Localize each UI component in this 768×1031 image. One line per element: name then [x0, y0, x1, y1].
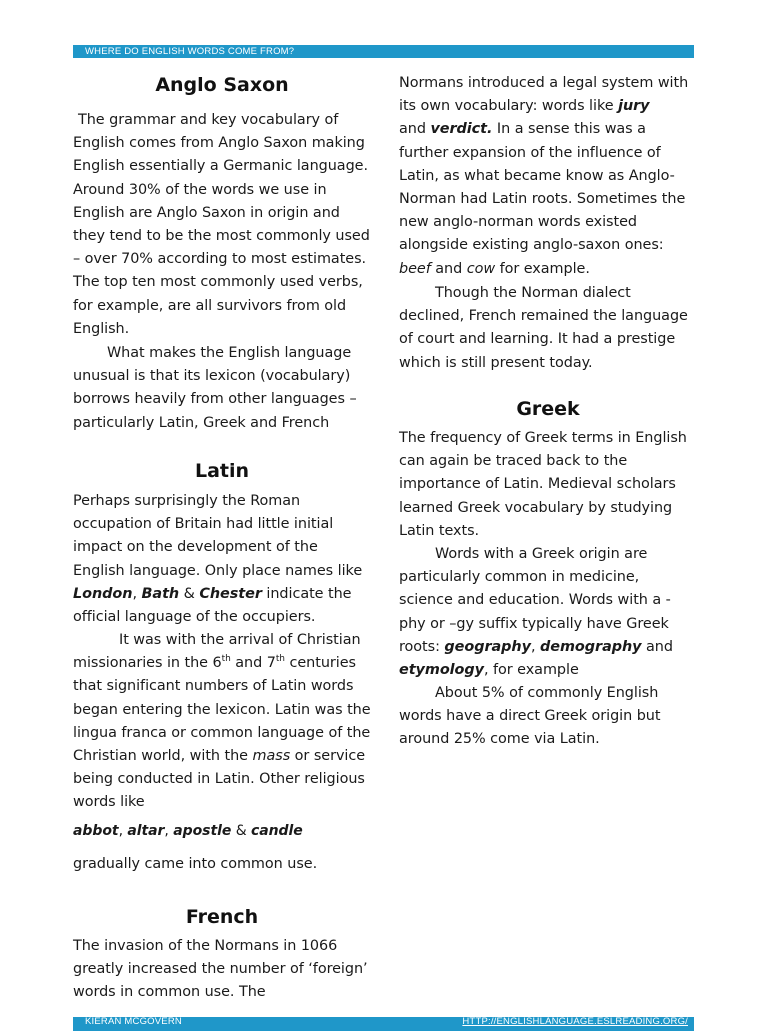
- superscript-th-1: th: [221, 654, 231, 665]
- word-geography: geography: [444, 638, 531, 655]
- heading-greek: Greek: [516, 398, 580, 420]
- heading-anglo-saxon: Anglo Saxon: [155, 74, 289, 96]
- french-p2-c: for example.: [495, 260, 590, 277]
- french-and2: and: [430, 260, 467, 277]
- latin-amp1: &: [179, 585, 200, 602]
- word-apostle: apostle: [173, 823, 232, 839]
- latin-paragraph-3: gradually came into common use.: [73, 856, 318, 872]
- french-p2-b: In a sense this was a further expansion of the influence of Latin, as what became know as Anglo-Norman had Latin roots. Sometimes the new anglo-norman words existed alongside existing anglo-saxon ones:: [399, 121, 686, 254]
- latin-p1-b: indicate the official language of the occupiers.: [73, 585, 352, 626]
- latin-p2-d: or service being conducted in Latin. Other religious words like: [73, 748, 366, 811]
- word-london: London: [73, 585, 133, 602]
- french-paragraph-3: [399, 282, 697, 375]
- french-paragraph-2: [399, 72, 697, 281]
- word-verdict: verdict.: [430, 121, 493, 138]
- word-demography: demography: [540, 638, 642, 655]
- greek-p3-text: About 5% of commonly English words have a direct Greek origin but around 25% come via Latin.: [399, 685, 661, 748]
- latin-p2-c: centuries that significant numbers of Latin words began entering the lexicon. Latin was the lingua franca or common language of the Christian world, with the: [73, 655, 371, 765]
- greek-and: and: [641, 638, 673, 655]
- word-candle: candle: [250, 823, 303, 839]
- heading-french: French: [185, 906, 259, 928]
- word-beef: beef: [399, 260, 431, 277]
- latin-comma-2: ,: [164, 823, 174, 839]
- latin-paragraph-1: [73, 490, 371, 629]
- french-paragraph-1: The invasion of the Normans in 1066 greatly increased the number of ‘foreign’ words in common use. The: [73, 938, 368, 1001]
- heading-latin: Latin: [194, 460, 250, 482]
- anglo-saxon-p2-text: What makes the English language unusual is that its lexicon (vocabulary) borrows heavily from other languages – particularly Latin, Greek and French: [73, 345, 357, 431]
- superscript-th-2: th: [275, 654, 285, 665]
- greek-paragraph-2: [399, 543, 697, 682]
- footer-bar: [73, 1017, 694, 1031]
- anglo-saxon-p1-text: The grammar and key vocabulary of English comes from Anglo Saxon making English essentially a Germanic language. Around 30% of the words we use in English are Anglo Saxon in origin and they tend to be the most commonly used – over 70% according to most estimates. The top ten most commonly used verbs, for example, are all survivors from old English.: [73, 112, 370, 337]
- french-and: and: [399, 121, 431, 138]
- latin-p1-a: Perhaps surprisingly the Roman occupation of Britain had little initial impact on the development of the English language. Only place names like: [73, 493, 363, 579]
- latin-p2-b: and 7: [230, 655, 276, 672]
- word-bath: Bath: [141, 585, 180, 602]
- latin-religious-words: [73, 820, 371, 843]
- word-jury: jury: [618, 98, 650, 115]
- anglo-saxon-paragraph-1: [73, 109, 371, 341]
- latin-paragraph-2: [73, 629, 371, 815]
- word-altar: altar: [127, 823, 165, 839]
- word-chester: Chester: [199, 585, 262, 602]
- greek-paragraph-3: [399, 682, 697, 752]
- french-p2-a: Normans introduced a legal system with its own vocabulary: words like: [399, 75, 689, 115]
- word-mass: mass: [252, 748, 291, 765]
- word-abbot: abbot: [73, 823, 119, 839]
- greek-comma: ,: [530, 638, 541, 655]
- greek-p2-b: , for example: [483, 662, 579, 679]
- word-etymology: etymology: [399, 662, 484, 679]
- latin-p2-a: It was with the arrival of Christian missionaries in the 6: [73, 632, 361, 672]
- footer-author: KIERAN MCGOVERN: [85, 1016, 182, 1027]
- header-title: WHERE DO ENGLISH WORDS COME FROM?: [85, 46, 295, 57]
- anglo-saxon-paragraph-2: [73, 342, 371, 435]
- greek-paragraph-1: The frequency of Greek terms in English can again be traced back to the importance of Latin. Medieval scholars learned Greek vocabulary by studying Latin texts.: [399, 430, 687, 539]
- latin-sep1: ,: [132, 585, 142, 602]
- word-cow: cow: [466, 260, 496, 277]
- header-bar: [73, 45, 694, 58]
- french-p3-text: Though the Norman dialect declined, French remained the language of court and learning. It had a prestige which is still present today.: [399, 285, 688, 371]
- latin-amp2: &: [231, 823, 251, 839]
- latin-comma-1: ,: [118, 823, 128, 839]
- greek-p2-a: Words with a Greek origin are particularly common in medicine, science and education. Words with a -phy or –gy suffix typically have Greek roots:: [399, 546, 671, 655]
- footer-url-link[interactable]: HTTP://ENGLISHLANGUAGE.ESLREADING.ORG/: [462, 1016, 688, 1027]
